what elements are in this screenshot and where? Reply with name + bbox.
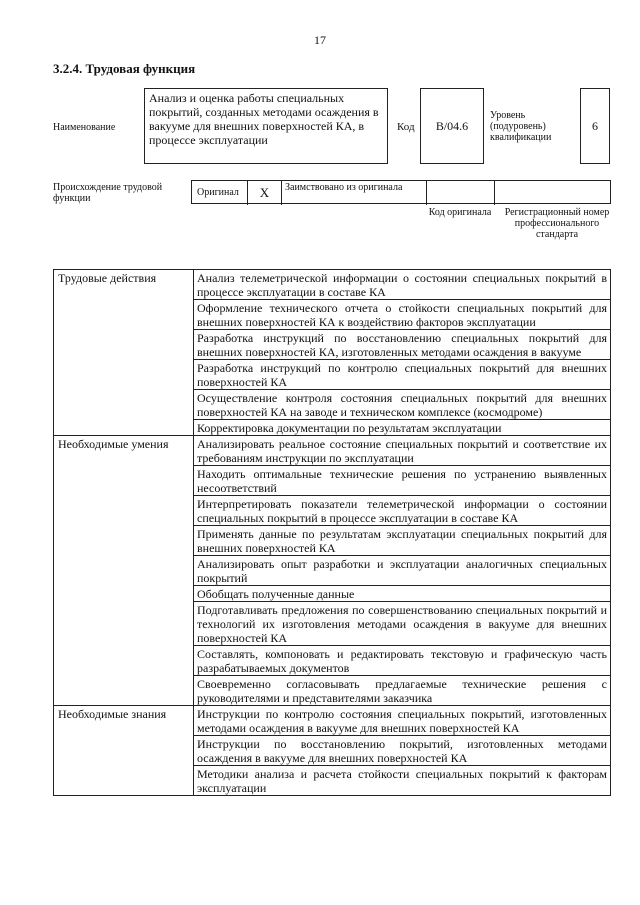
- table-row: [54, 706, 611, 736]
- function-name: Анализ и оценка работы специальных покрытий, созданных методами осаждения в вакууме для внешних поверхностей КА, в процессе эксплуатации: [144, 88, 388, 164]
- origin-table: [191, 180, 611, 204]
- code-label: Код: [397, 121, 415, 133]
- item-cell: Осуществление контроля состояния специальных покрытий для внешних поверхностей КА на заводе и техническом комплексе (космодроме): [194, 390, 611, 420]
- item-cell: Анализировать опыт разработки и эксплуатации аналогичных специальных покрытий: [194, 556, 611, 586]
- item-cell: Инструкции по восстановлению покрытий, изготовленных методами осаждения в вакууме для внешних поверхностей КА: [194, 736, 611, 766]
- item-cell: Применять данные по результатам эксплуатации специальных покрытий для внешних поверхностей КА: [194, 526, 611, 556]
- category-cell: Необходимые умения: [54, 436, 194, 706]
- function-code: B/04.6: [420, 88, 484, 164]
- item-cell: Методики анализа и расчета стойкости специальных покрытий к факторам эксплуатации: [194, 766, 611, 796]
- qualification-level: 6: [580, 88, 610, 164]
- level-label: Уровень (подуровень) квалификации: [490, 110, 552, 143]
- table-row: [54, 270, 611, 300]
- item-cell: Разработка инструкций по восстановлению специальных покрытий для внешних поверхностей КА, изготовленных методами осаждения в вакууме: [194, 330, 611, 360]
- name-label: Наименование: [53, 122, 116, 133]
- item-cell: Разработка инструкций по контролю специальных покрытий для внешних поверхностей КА: [194, 360, 611, 390]
- item-cell: Интерпретировать показатели телеметрической информации о состоянии специальных покрытий в процессе эксплуатации в составе КА: [194, 496, 611, 526]
- code-caption: Код оригинала: [428, 207, 492, 218]
- category-cell: Необходимые знания: [54, 706, 194, 796]
- item-cell: Инструкции по контролю состояния специальных покрытий, изготовленных методами осаждения в вакууме для внешних поверхностей КА: [194, 706, 611, 736]
- table-row: [54, 436, 611, 466]
- item-cell: Анализировать реальное состояние специальных покрытий и соответствие их требованиям инструкции по эксплуатации: [194, 436, 611, 466]
- reg-number-cell: [495, 181, 610, 205]
- item-cell: Оформление технического отчета о стойкости специальных покрытий для внешних поверхностей КА к воздействию факторов эксплуатации: [194, 300, 611, 330]
- reg-caption: Регистрационный номер профессионального стандарта: [504, 207, 610, 240]
- item-cell: Подготавливать предложения по совершенствованию специальных покрытий и технологий их изготовления методами осаждения в вакууме для внешних поверхностей КА: [194, 602, 611, 646]
- item-cell: Корректировка документации по результатам эксплуатации: [194, 420, 611, 436]
- item-cell: Анализ телеметрической информации о состоянии специальных покрытий в процессе эксплуатации в составе КА: [194, 270, 611, 300]
- category-cell: Трудовые действия: [54, 270, 194, 436]
- original-code-cell: [427, 181, 495, 205]
- original-label: Оригинал: [192, 181, 248, 205]
- borrowed-label: Заимствовано из оригинала: [282, 181, 427, 205]
- original-mark: X: [248, 181, 282, 205]
- item-cell: Обобщать полученные данные: [194, 586, 611, 602]
- item-cell: Находить оптимальные технические решения по устранению выявленных несоответствий: [194, 466, 611, 496]
- section-title: 3.2.4. Трудовая функция: [53, 61, 196, 76]
- function-table: [53, 269, 611, 796]
- item-cell: Своевременно согласовывать предлагаемые технические решения с руководителями и представителями заказчика: [194, 676, 611, 706]
- item-cell: Составлять, компоновать и редактировать текстовую и графическую часть разрабатываемых документов: [194, 646, 611, 676]
- page-number: 17: [314, 33, 326, 47]
- origin-label: Происхождение трудовой функции: [53, 182, 163, 204]
